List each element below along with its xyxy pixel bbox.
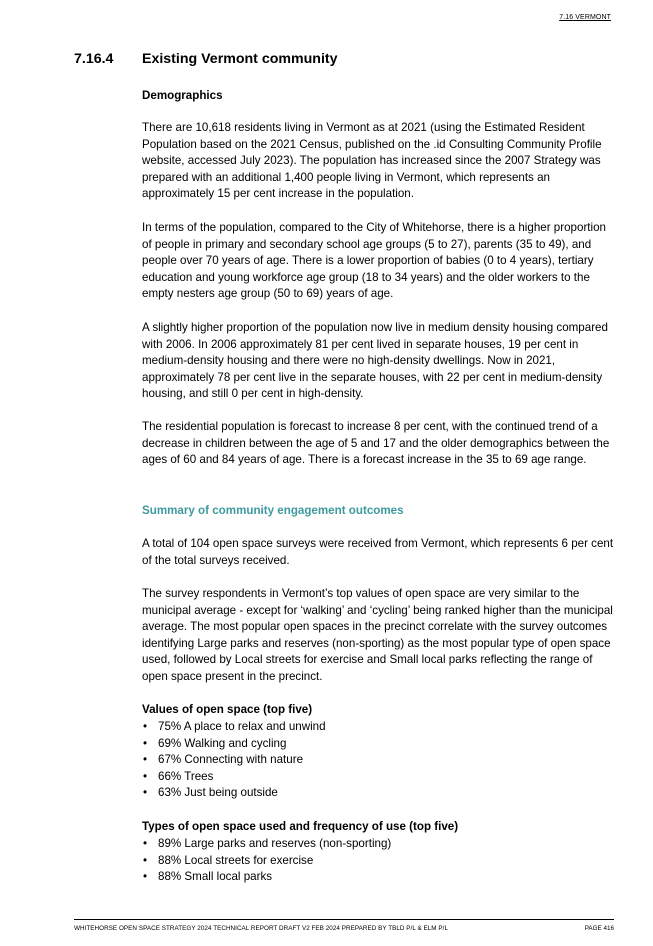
paragraph-text: In terms of the population, compared to the City of Whitehorse, there is a higher proportion of people in primary and secondary school age groups (5 to 27), parents (35 to 49), and people over 70 years of age. There is a lower proportion of babies (0 to 4 years), tertiary education and young workforce age group (18 to 34 years) and the older workers to the empty nesters age group (50 to 69) years of age. — [142, 221, 606, 301]
running-header: 7.16 VERMONT — [559, 14, 611, 21]
demographics-paragraph-3 — [142, 320, 615, 403]
list-item: • 88% Local streets for exercise — [142, 853, 615, 870]
paragraph-text: A slightly higher proportion of the population now live in medium density housing compared with 2006. In 2006 approximately 81 per cent lived in separate houses, 19 per cent in medium-density housing and there were no high-density dwellings. Now in 2021, approximately 78 per cent live in the separate houses, with 22 per cent in medium-density housing, and still 0 per cent in high-density. — [142, 321, 608, 401]
demographics-paragraph-2 — [142, 220, 615, 303]
paragraph-text: The survey respondents in Vermont’s top values of open space are very similar to the municipal average - except for ‘walking’ and ‘cycling’ being ranked higher than the municipal average. The most popular open spaces in the precinct correlate with the survey outcomes identifying Large parks and reserves (non-sporting) as the most popular type of open space used, followed by Local streets for exercise and Small local parks reflecting the range of open space present in the precinct. — [142, 587, 613, 683]
engagement-paragraph-1 — [142, 536, 615, 569]
paragraph-text: A total of 104 open space surveys were received from Vermont, which represents 6 per cent of the total surveys received. — [142, 537, 614, 567]
demographics-paragraph-1 — [142, 120, 615, 203]
footer-document-info: WHITEHORSE OPEN SPACE STRATEGY 2024 TECHNICAL REPORT DRAFT V2 FEB 2024 PREPARED BY TBLD P/L & ELM P/L — [74, 925, 448, 932]
list-item: • 66% Trees — [142, 769, 615, 786]
footer-rule — [74, 919, 614, 920]
values-list — [142, 719, 615, 802]
section-number: 7.16.4 — [74, 51, 114, 67]
footer-page-number: PAGE 416 — [584, 925, 614, 932]
list-item: • 67% Connecting with nature — [142, 752, 615, 769]
demographics-paragraph-4 — [142, 419, 615, 469]
values-list-heading: Values of open space (top five) — [142, 703, 313, 716]
list-item: • 89% Large parks and reserves (non-sporting) — [142, 836, 615, 853]
types-list-heading: Types of open space used and frequency of use (top five) — [142, 820, 459, 833]
list-item: • 63% Just being outside — [142, 785, 615, 802]
engagement-paragraph-2 — [142, 586, 615, 686]
paragraph-text: There are 10,618 residents living in Vermont as at 2021 (using the Estimated Resident Population based on the 2021 Census, published on the .id Consulting Community Profile website, accessed July 2023). The population has increased since the 2007 Strategy was prepared with an additional 1,400 people living in Vermont, which represents an approximately 15 per cent increase in the population. — [142, 121, 602, 201]
list-item: • 69% Walking and cycling — [142, 736, 615, 753]
list-item: • 88% Small local parks — [142, 869, 615, 886]
list-item: • 75% A place to relax and unwind — [142, 719, 615, 736]
demographics-heading: Demographics — [142, 89, 223, 102]
paragraph-text: The residential population is forecast to increase 8 per cent, with the continued trend of a decrease in children between the age of 5 and 17 and the older demographics between the ages of 60 and 84 years of age. There is a forecast increase in the 35 to 69 age range. — [142, 420, 610, 467]
section-title: Existing Vermont community — [142, 51, 338, 67]
types-list — [142, 836, 615, 886]
engagement-heading: Summary of community engagement outcomes — [142, 504, 404, 517]
